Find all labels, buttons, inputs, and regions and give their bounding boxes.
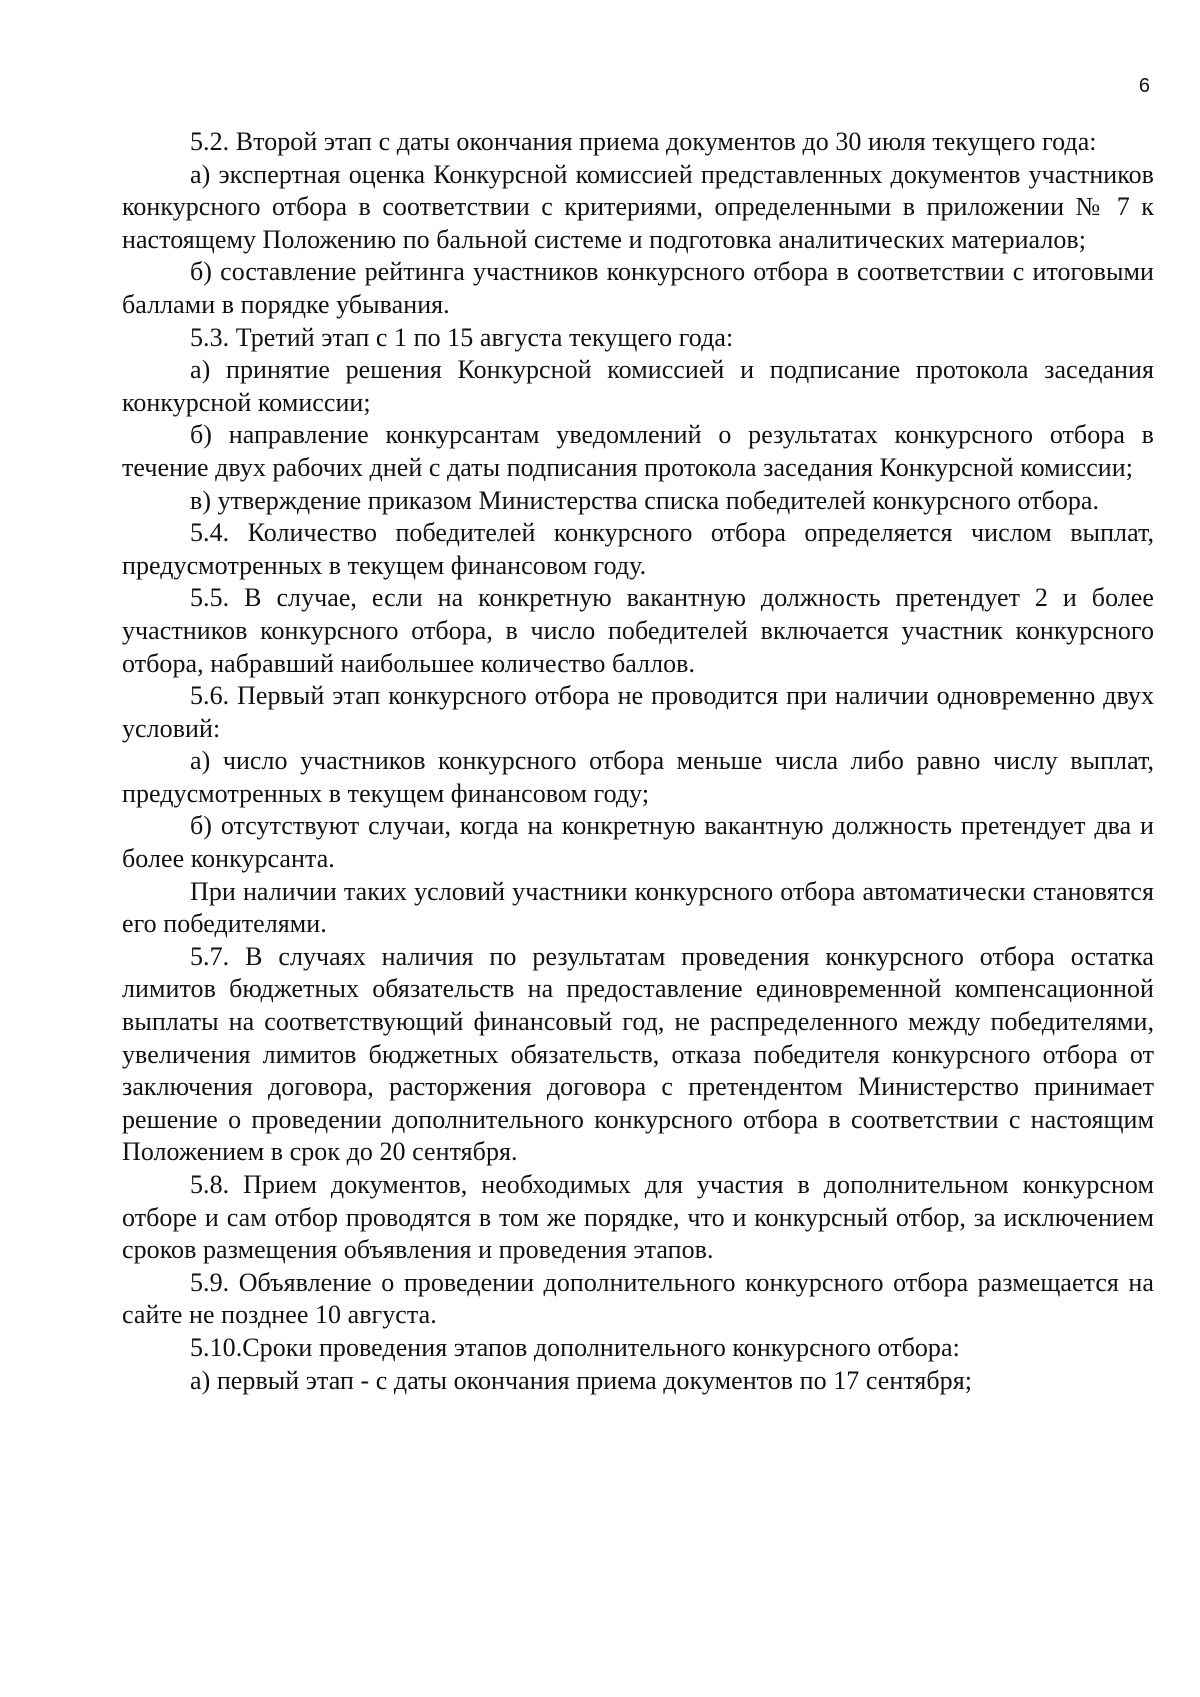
paragraph-5-6-conclusion: При наличии таких условий участники конкурсного отбора автоматически становятся его победителями. <box>122 876 1154 939</box>
paragraph-5-6-b: б) отсутствуют случаи, когда на конкретную вакантную должность претендует два и более конкурсанта. <box>122 811 1154 874</box>
paragraph-5-2: 5.2. Второй этап с даты окончания приема документов до 30 июля текущего года: <box>190 127 1097 156</box>
paragraph-5-2-a: а) экспертная оценка Конкурсной комиссией представленных документов участников конкурсного отбора в соответствии с критериями, определенными в приложении № 7 к настоящему Положению по бальной системе и подготовка аналитических материалов; <box>122 159 1154 254</box>
paragraph-5-10-a: а) первый этап - с даты окончания приема документов по 17 сентября; <box>190 1365 973 1395</box>
paragraph-5-6: 5.6. Первый этап конкурсного отбора не проводится при наличии одновременно двух условий: <box>122 681 1154 743</box>
paragraph-5-3-a: а) принятие решения Конкурсной комиссией и подписание протокола заседания конкурсной комиссии; <box>122 355 1154 417</box>
document-body <box>122 126 1154 1397</box>
paragraph-5-3-c: в) утверждение приказом Министерства списка победителей конкурсного отбора. <box>190 485 1100 515</box>
paragraph-5-10: 5.10.Сроки проведения этапов дополнительного конкурсного отбора: <box>190 1332 960 1362</box>
paragraph-5-8: 5.8. Прием документов, необходимых для участия в дополнительном конкурсном отборе и сам отбор проводятся в том же порядке, что и конкурсный отбор, за исключением сроков размещения объявления и проведения этапов. <box>122 1170 1154 1265</box>
paragraph-5-7: 5.7. В случаях наличия по результатам проведения конкурсного отбора остатка лимитов бюджетных обязательств на предоставление единовременной компенсационной выплаты на соответствующий финансовый год, не распределенного между победителями, увеличения лимитов бюджетных обязательств, отказа победителя конкурсного отбора от заключения договора, расторжения договора с претендентом Министерство принимает решение о проведении дополнительного конкурсного отбора в соответствии с настоящим Положением в срок до 20 сентября. <box>122 941 1154 1167</box>
paragraph-5-3: 5.3. Третий этап с 1 по 15 августа текущего года: <box>190 322 734 352</box>
paragraph-5-3-b: б) направление конкурсантам уведомлений о результатах конкурсного отбора в течение двух рабочих дней с даты подписания протокола заседания Конкурсной комиссии; <box>122 420 1154 482</box>
paragraph-5-6-a: а) число участников конкурсного отбора меньше числа либо равно числу выплат, предусмотренных в текущем финансовом году; <box>122 746 1154 808</box>
page-number: 6 <box>1138 75 1150 97</box>
paragraph-5-9: 5.9. Объявление о проведении дополнительного конкурсного отбора размещается на сайте не позднее 10 августа. <box>122 1267 1154 1330</box>
paragraph-5-4: 5.4. Количество победителей конкурсного отбора определяется числом выплат, предусмотренных в текущем финансовом году. <box>122 518 1154 580</box>
paragraph-5-2-b: б) составление рейтинга участников конкурсного отбора в соответствии с итоговыми баллами в порядке убывания. <box>122 257 1154 319</box>
paragraph-5-5: 5.5. В случае, если на конкретную вакантную должность претендует 2 и более участников конкурсного отбора, в число победителей включается участник конкурсного отбора, набравший наибольшее количество баллов. <box>122 583 1154 678</box>
